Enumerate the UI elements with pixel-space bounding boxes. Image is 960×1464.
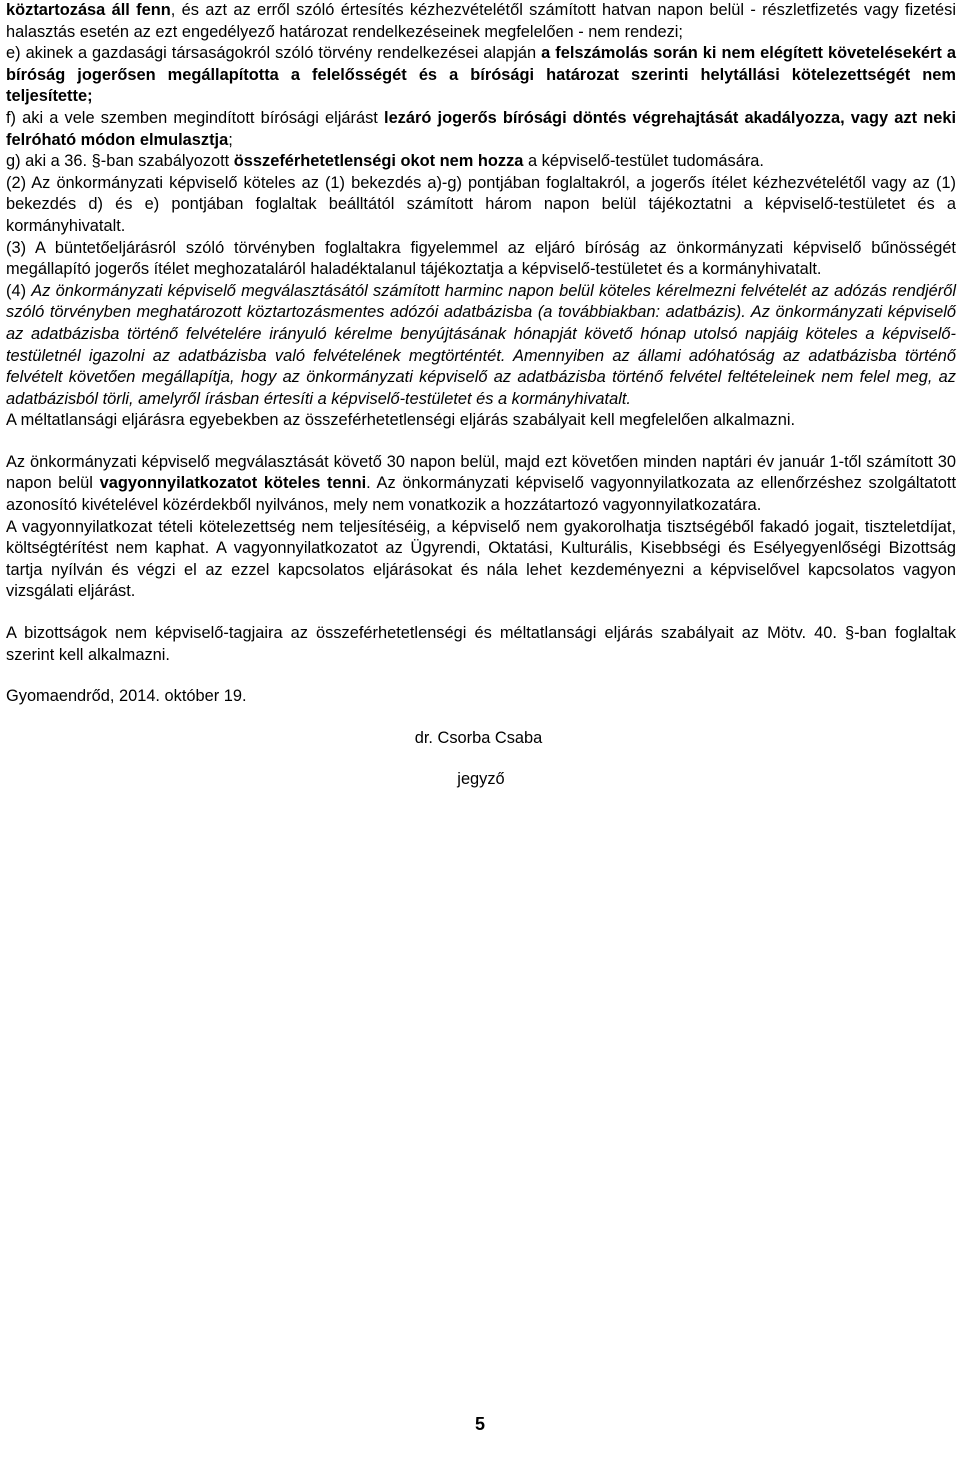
- text: ;: [228, 130, 233, 149]
- paragraph-d-continuation: [6, 0, 956, 43]
- paragraph-3: (3) A büntetőeljárásról szóló törvényben foglaltakra figyelemmel az eljáró bíróság az önkormányzati képviselő bűnösségét megállapító jogerős ítélet meghozataláról haladéktalanul tájékoztatja a képviselő-testületet és a kormányhivatalt.: [6, 238, 956, 279]
- paragraph-committees: A bizottságok nem képviselő-tagjaira az összeférhetetlenségi és méltatlansági eljárás szabályait az Mötv. 40. §-ban foglaltak szerint kell alkalmazni.: [6, 624, 956, 664]
- date-line: Gyomaendrőd, 2014. október 19.: [6, 687, 247, 706]
- spacer: [6, 666, 956, 686]
- paragraph-unworthiness: A méltatlansági eljárásra egyebekben az összeférhetetlenségi eljárás szabályait kell megfelelően alkalmazni.: [6, 411, 796, 430]
- bold-text: a felszámolás során ki nem elégített követelésekért a bíróság jogerősen megállapította a felelősségét és a bírósági határozat szerinti helytállási kötelezettségét nem teljesítette;: [6, 44, 956, 106]
- paragraph-2: (2) Az önkormányzati képviselő köteles az (1) bekezdés a)-g) pontjában foglaltakról, a jogerős ítélet kézhezvételétől vagy az (1) bekezdés d) és e) pontjában foglaltak beálltától számított három napon belül tájékoztatni a képviselő-testületet és a kormányhivatalt.: [6, 173, 956, 235]
- bold-text: összeférhetetlenségi okot nem hozza: [233, 152, 524, 171]
- bold-text: lezáró jogerős bírósági döntés végrehajtását akadályozza, vagy azt neki felróható módon elmulasztja: [6, 108, 957, 149]
- paragraph-f: [6, 108, 956, 151]
- spacer: [6, 749, 956, 769]
- paragraph-4: [6, 281, 956, 411]
- text: g) aki a 36. §-ban szabályozott: [6, 152, 234, 171]
- paragraph-asset-declaration: [6, 452, 956, 517]
- text: e) akinek a gazdasági társaságokról szóló törvény rendelkezései alapján: [6, 44, 542, 63]
- spacer: [6, 603, 956, 623]
- spacer: [6, 708, 956, 728]
- text: f) aki a vele szemben megindított bírósági eljárást: [6, 108, 385, 127]
- text: (4): [6, 281, 32, 300]
- text: . Az önkormányzati képviselő vagyonnyilatkozata az ellenőrzéshez szolgáltatott azonosító kivételével közérdekből nyilvános, mely nem vonatkozik a hozzátartozó vagyonnyilatkozatára.: [6, 474, 956, 515]
- paragraph-asset-obligation: A vagyonnyilatkozat tételi kötelezettség nem teljesítéséig, a képviselő nem gyakorolhatja tisztségéből fakadó jogait, tiszteletdíjat, költségtérítést nem kaphat. A vagyonnyilatkozatot az Ügyrendi, Oktatási, Kulturális, Kisebbségi és Esélyegyenlőségi Bizottság tartja nyílván és végzi el az ezzel kapcsolatos eljárásokat és nála lehet kezdeményezni a képviselővel kapcsolatos vagyon vizsgálati eljárást.: [6, 517, 956, 601]
- text: a képviselő-testület tudomására.: [523, 152, 764, 171]
- signer-role: jegyző: [457, 770, 505, 789]
- page-number: 5: [474, 1414, 485, 1434]
- spacer: [6, 432, 956, 452]
- bold-text: köztartozása áll fenn: [6, 1, 171, 19]
- paragraph-e: [6, 43, 956, 108]
- text: Az önkormányzati képviselő megválasztását követő 30 napon belül, majd ezt követően minden naptári év január 1-től számított 30 napon belül: [6, 452, 956, 493]
- text: , és azt az erről szóló értesítés kézhezvételétől számított hatvan napon belül - részletfizetés vagy fizetési halasztás esetén az ezt engedélyező határozat rendelkezéseinek megfelelően - nem rendezi;: [6, 1, 956, 41]
- italic-text: Az önkormányzati képviselő megválasztásától számított harminc napon belül köteles kérelmezni felvételét az adózás rendjéről szóló törvényben meghatározott köztartozásmentes adózói adatbázisba (a továbbiakban: adatbázis). Az önkormányzati képviselő az adatbázisba történő felvételére irányuló kérelme benyújtásának hónapját követő hónap utolsó napjáig köteles a képviselő-testületnél igazolni az adatbázisba való felvételének megtörténtét. Amennyiben az állami adóhatóság az adatbázisba történő felvételt követően megállapítja, hogy az önkormányzati képviselő az adatbázisba történő felvétel feltételeinek nem felel meg, az adatbázisból törli, amelyről írásban értesíti a képviselő-testületet és a kormányhivatalt.: [6, 281, 956, 408]
- signer-name: dr. Csorba Csaba: [414, 728, 543, 747]
- paragraph-g: [6, 151, 956, 173]
- bold-text: vagyonnyilatkozatot köteles tenni: [99, 474, 367, 493]
- document-page: [6, 0, 956, 791]
